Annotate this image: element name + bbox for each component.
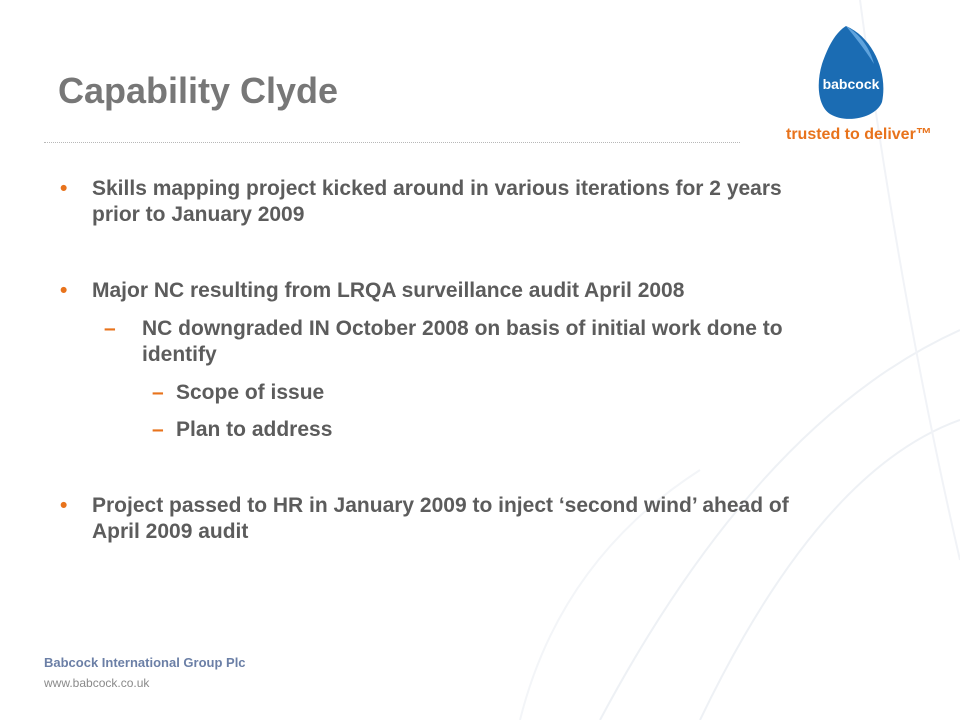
slide-footer: [44, 654, 246, 694]
bullet-marker: •: [60, 279, 68, 302]
bullet-item: [60, 278, 820, 304]
sub-sub-bullet-text: Scope of issue: [176, 381, 325, 404]
footer-company-name: Babcock International Group Plc: [44, 655, 246, 670]
footer-website-link[interactable]: www.babcock.co.uk: [44, 676, 150, 690]
slide-content: [60, 176, 820, 545]
babcock-logo: [780, 20, 940, 150]
logo-wordmark: babcock: [822, 76, 880, 92]
sub-sub-bullet-item: [60, 380, 820, 406]
sub-bullet-marker: –: [104, 317, 116, 340]
babcock-badge-icon: [816, 24, 886, 122]
sub-sub-bullet-item: [60, 417, 820, 443]
slide-title: Capability Clyde: [58, 70, 339, 111]
bullet-marker: •: [60, 494, 68, 517]
bullet-text: Project passed to HR in January 2009 to inject ‘second wind’ ahead of April 2009 audit: [92, 494, 789, 543]
bullet-item: [60, 493, 820, 545]
title-divider: [44, 142, 740, 143]
sub-bullet-item: [60, 316, 820, 368]
sub-sub-bullet-marker: –: [152, 381, 164, 404]
bullet-marker: •: [60, 177, 68, 200]
bullet-item: [60, 176, 820, 228]
bullet-text: Skills mapping project kicked around in various iterations for 2 years prior to January 2009: [92, 177, 782, 226]
bullet-text: Major NC resulting from LRQA surveillance audit April 2008: [92, 279, 685, 302]
sub-bullet-text: NC downgraded IN October 2008 on basis of initial work done to identify: [142, 317, 783, 366]
sub-sub-bullet-marker: –: [152, 418, 164, 441]
sub-sub-bullet-text: Plan to address: [176, 418, 333, 441]
logo-tagline: trusted to deliver™: [786, 126, 932, 143]
